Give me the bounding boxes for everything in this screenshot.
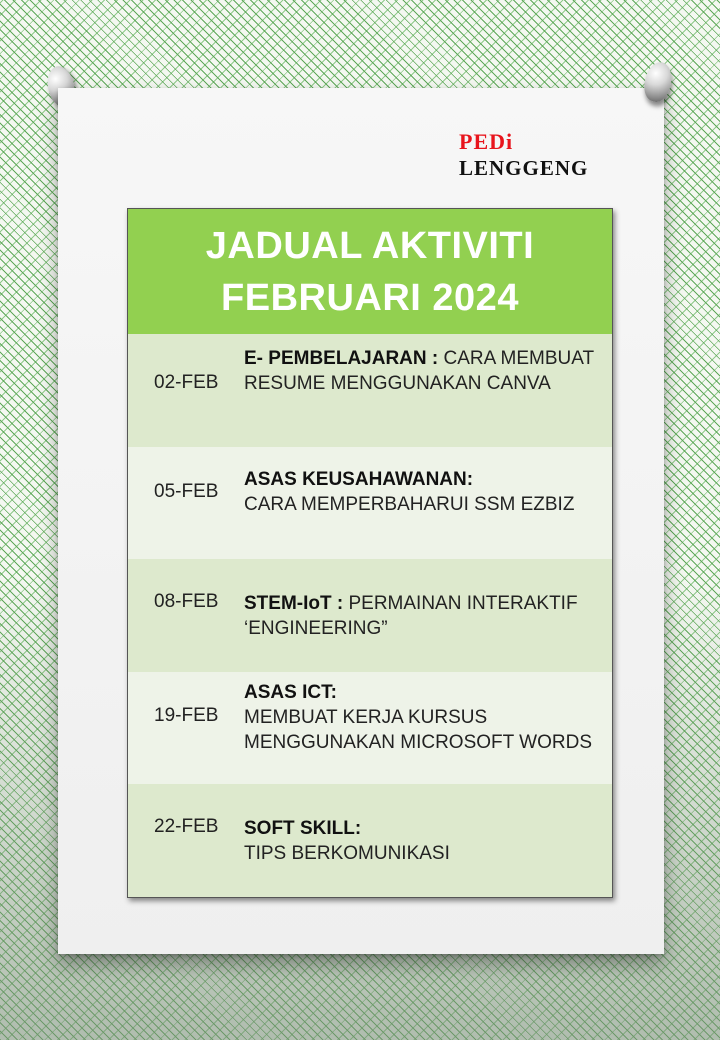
table-row	[128, 672, 612, 785]
activity-title: ASAS ICT:	[244, 681, 337, 703]
row-date: 08-FEB	[154, 591, 219, 613]
table-row	[128, 559, 612, 672]
activity-title: SOFT SKILL:	[244, 818, 362, 840]
row-date: 02-FEB	[154, 372, 219, 393]
table-row	[128, 784, 612, 897]
row-activity	[244, 334, 612, 447]
activity-desc: CARA MEMBUAT RESUME MENGGUNAKAN CANVA	[244, 348, 594, 394]
activity-desc: PERMAINAN INTERAKTIF ‘ENGINEERING”	[244, 593, 578, 640]
activity-title: STEM-IoT :	[244, 593, 344, 615]
header-title-line-2: FEBRUARI 2024	[221, 276, 519, 319]
brand-logo	[459, 128, 588, 182]
activity-desc: CARA MEMPERBAHARUI SSM EZBIZ	[244, 493, 575, 515]
header-title-line-1: JADUAL AKTIVITI	[205, 224, 535, 267]
pushpin-right-icon	[641, 60, 675, 105]
table-row	[128, 447, 612, 560]
row-date: 05-FEB	[154, 480, 219, 502]
row-activity	[244, 784, 612, 897]
brand-line-2: LENGGENG	[459, 156, 589, 180]
table-row	[128, 334, 612, 447]
table-header	[128, 209, 612, 334]
activity-title: ASAS KEUSAHAWANAN:	[244, 468, 474, 490]
activity-desc: TIPS BERKOMUNIKASI	[244, 843, 450, 865]
row-date: 19-FEB	[154, 704, 219, 726]
row-activity	[244, 672, 612, 785]
activity-title: E- PEMBELAJARAN :	[244, 348, 439, 369]
row-activity	[244, 447, 612, 560]
activity-desc: MEMBUAT KERJA KURSUS MENGGUNAKAN MICROSOFT WORDS	[244, 706, 592, 753]
row-date: 22-FEB	[154, 816, 219, 838]
row-activity	[244, 559, 612, 672]
schedule-table	[127, 208, 613, 898]
brand-line-1: PEDi	[459, 129, 514, 154]
